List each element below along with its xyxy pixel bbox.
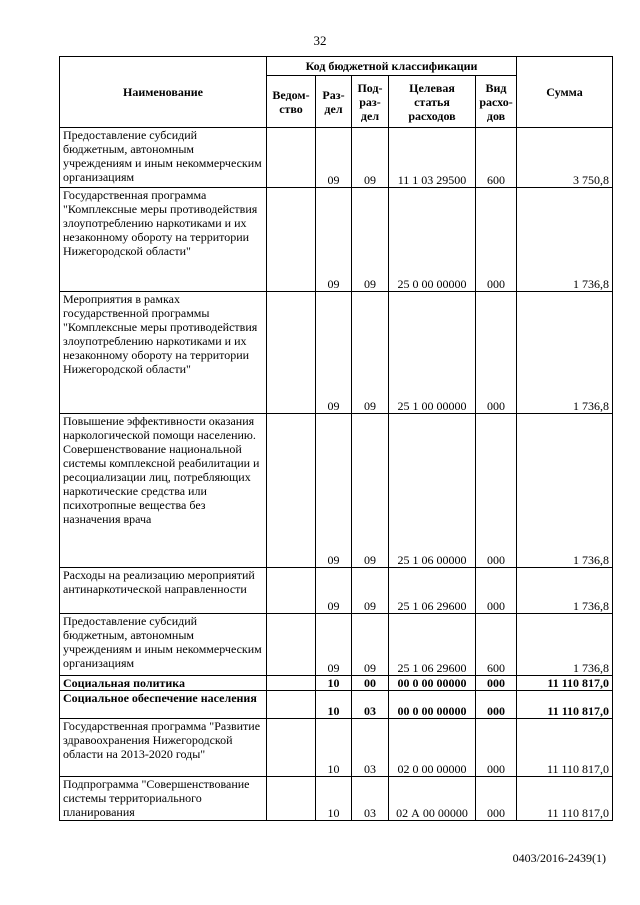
row-vedom [267,128,316,188]
row-razdel: 09 [316,128,352,188]
row-target: 25 1 06 00000 [389,414,476,568]
row-razdel: 10 [316,676,352,691]
row-vedom [267,292,316,414]
budget-table [59,56,613,821]
row-target: 00 0 00 00000 [389,676,476,691]
table-row [60,676,613,691]
row-podrazdel: 09 [352,188,389,292]
row-name: Предоставление субсидий бюджетным, автономным учреждениям и иным некоммерческим организациям [60,128,267,188]
header-vedom: Ведом-ство [267,76,316,128]
row-sum: 1 736,8 [517,568,613,614]
row-podrazdel: 00 [352,676,389,691]
row-vedom [267,614,316,676]
header-vid: Вид расхо-дов [476,76,517,128]
row-target: 11 1 03 29500 [389,128,476,188]
row-vid: 000 [476,676,517,691]
table-row [60,719,613,777]
row-target: 25 1 00 00000 [389,292,476,414]
row-vedom [267,568,316,614]
row-podrazdel: 03 [352,719,389,777]
document-number: 0403/2016-2439(1) [512,851,606,865]
row-vid: 000 [476,188,517,292]
row-sum: 1 736,8 [517,414,613,568]
row-razdel: 10 [316,691,352,719]
row-name: Предоставление субсидий бюджетным, автономным учреждениям и иным некоммерческим организациям [60,614,267,676]
row-razdel: 09 [316,414,352,568]
table-row [60,614,613,676]
row-vedom [267,719,316,777]
table-row [60,188,613,292]
header-podrazdel: Под-раз-дел [352,76,389,128]
row-sum: 3 750,8 [517,128,613,188]
row-podrazdel: 09 [352,292,389,414]
row-vid: 600 [476,128,517,188]
row-razdel: 09 [316,292,352,414]
header-target: Целевая статья расходов [389,76,476,128]
row-vid: 000 [476,568,517,614]
row-razdel: 10 [316,719,352,777]
row-name: Мероприятия в рамках государственной программы "Комплексные меры противодействия злоупотреблению наркотиками и их незаконному обороту на территории Нижегородской области" [60,292,267,414]
row-name: Расходы на реализацию мероприятий антинаркотической направленности [60,568,267,614]
row-name: Государственная программа "Развитие здравоохранения Нижегородской области на 2013-2020 годы" [60,719,267,777]
row-vid: 000 [476,777,517,821]
header-code-group: Код бюджетной классификации [267,57,517,76]
row-vid: 000 [476,292,517,414]
table-row [60,777,613,821]
table-row [60,414,613,568]
table-row [60,292,613,414]
table-row [60,568,613,614]
row-name: Социальная политика [60,676,267,691]
row-name: Повышение эффективности оказания наркологической помощи населению. Совершенствование национальной системы комплексной реабилитации и ресоциализации лиц, потребляющих наркотические средства или психотропные вещества без назначения врача [60,414,267,568]
row-razdel: 09 [316,568,352,614]
row-podrazdel: 03 [352,691,389,719]
row-sum: 11 110 817,0 [517,691,613,719]
row-vedom [267,777,316,821]
row-sum: 11 110 817,0 [517,676,613,691]
row-podrazdel: 09 [352,614,389,676]
row-target: 25 0 00 00000 [389,188,476,292]
header-razdel: Раз-дел [316,76,352,128]
row-podrazdel: 09 [352,414,389,568]
row-vedom [267,676,316,691]
row-vid: 000 [476,414,517,568]
row-sum: 1 736,8 [517,188,613,292]
row-target: 02 0 00 00000 [389,719,476,777]
row-target: 00 0 00 00000 [389,691,476,719]
table-row [60,128,613,188]
row-razdel: 10 [316,777,352,821]
row-podrazdel: 09 [352,128,389,188]
row-name: Социальное обеспечение населения [60,691,267,719]
row-vid: 000 [476,719,517,777]
header-name: Наименование [60,57,267,128]
row-sum: 11 110 817,0 [517,777,613,821]
page-number: 32 [313,33,327,48]
row-target: 25 1 06 29600 [389,568,476,614]
row-sum: 1 736,8 [517,614,613,676]
row-sum: 11 110 817,0 [517,719,613,777]
row-sum: 1 736,8 [517,292,613,414]
header-sum: Сумма [517,57,613,128]
row-podrazdel: 09 [352,568,389,614]
row-podrazdel: 03 [352,777,389,821]
row-vid: 000 [476,691,517,719]
row-name: Подпрограмма "Совершенствование системы территориального планирования [60,777,267,821]
table-body [60,128,613,821]
row-vid: 600 [476,614,517,676]
row-vedom [267,691,316,719]
row-razdel: 09 [316,614,352,676]
row-vedom [267,414,316,568]
row-razdel: 09 [316,188,352,292]
row-target: 02 А 00 00000 [389,777,476,821]
table-row [60,691,613,719]
row-name: Государственная программа "Комплексные меры противодействия злоупотреблению наркотиками и их незаконному обороту на территории Нижегородской области" [60,188,267,292]
row-target: 25 1 06 29600 [389,614,476,676]
row-vedom [267,188,316,292]
